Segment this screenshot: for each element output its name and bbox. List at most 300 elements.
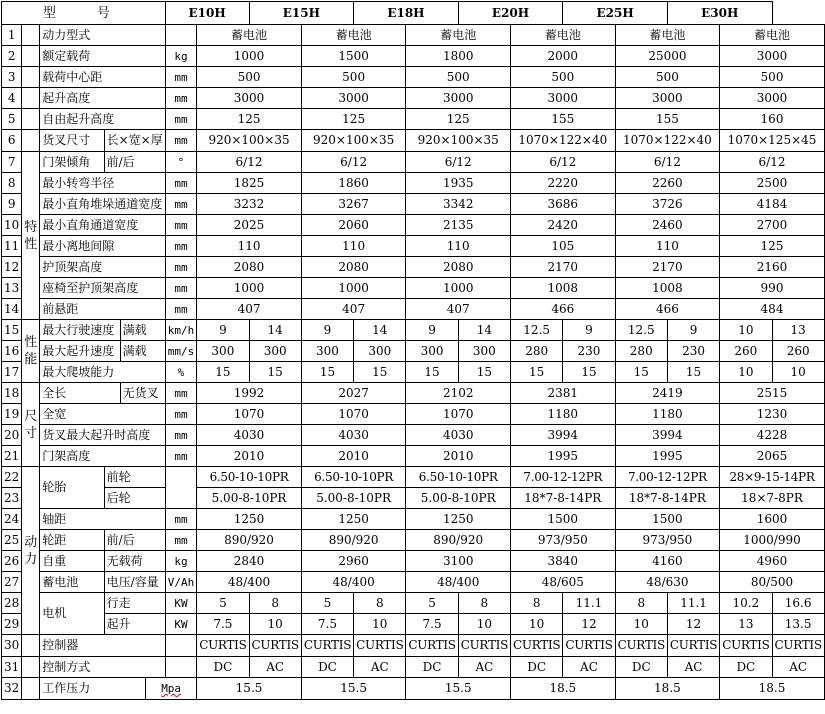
value-cell: 6.50-10-10PR [406,467,511,488]
value-cell: 2460 [615,215,720,236]
row-sublabel: 后轮 [104,488,165,509]
category-cell-power [22,467,40,635]
value-cell-a: 5 [301,593,353,614]
spec-row-17 [2,362,825,383]
value-cell-a: 15 [301,362,353,383]
value-cell: 990 [720,278,825,299]
value-cell: 2080 [406,257,511,278]
value-cell: 18*7-8-14PR [615,488,720,509]
value-cell-a: 8 [615,593,667,614]
value-cell-b: 10 [249,614,301,635]
row-sublabel: 满载 [120,320,165,341]
spec-row-1 [2,25,825,46]
value-cell: 110 [197,236,302,257]
value-cell: 125 [197,109,302,130]
value-cell-b: 8 [458,593,510,614]
value-cell: 5.00-8-10PR [301,488,406,509]
value-cell: 1995 [615,446,720,467]
unit-cell [165,657,197,678]
row-sublabel: 行走 [104,593,165,614]
unit-cell: mm [165,278,197,299]
unit-cell [146,678,197,700]
value-cell: 500 [197,67,302,88]
value-cell: 2160 [720,257,825,278]
row-number: 18 [2,383,22,404]
row-number: 32 [2,678,22,700]
value-cell: 1800 [406,46,511,67]
row-number: 27 [2,572,22,593]
value-cell: 920×100×35 [301,130,406,152]
value-cell-a: 5 [197,593,249,614]
row-sublabel: 无载荷 [104,551,165,572]
value-cell-b: 15 [563,362,615,383]
value-cell: 973/950 [615,530,720,551]
header-row [2,2,825,25]
category-char: 特 [24,219,38,235]
value-cell-b: AC [458,657,510,678]
value-cell-a: 280 [615,341,667,362]
value-cell: 105 [511,236,616,257]
category-empty [22,657,40,678]
value-cell: 3000 [615,88,720,109]
value-cell-b: AC [249,657,301,678]
value-cell-a: 15 [615,362,667,383]
row-label: 全宽 [40,404,165,425]
value-cell: 28×9-15-14PR [720,467,825,488]
category-empty [22,635,40,657]
spec-row-24 [2,509,825,530]
value-cell-a: 7.5 [301,614,353,635]
value-cell: 2515 [720,383,825,404]
value-cell-b: CURTIS [667,635,719,657]
value-cell: 500 [720,67,825,88]
row-number: 17 [2,362,22,383]
value-cell: 2170 [615,257,720,278]
value-cell-b: 11.1 [563,593,615,614]
value-cell: 18.5 [511,678,616,700]
value-cell-b: 15 [458,362,510,383]
value-cell: 6.50-10-10PR [197,467,302,488]
unit-cell: kg [165,46,197,67]
category-empty [22,130,40,152]
unit-cell: mm [165,109,197,130]
value-cell: 407 [197,299,302,320]
row-number: 4 [2,88,22,109]
value-cell: 500 [406,67,511,88]
value-cell-b: 11.1 [667,593,719,614]
value-cell: 2840 [197,551,302,572]
value-cell-b: 8 [354,593,406,614]
value-cell: 1860 [301,173,406,194]
spec-row-3 [2,67,825,88]
value-cell: 1500 [615,509,720,530]
value-cell: 6/12 [511,152,616,173]
value-cell-a: DC [406,657,458,678]
unit-cell: mm [165,446,197,467]
value-cell-a: 7.5 [197,614,249,635]
row-label: 最大行驶速度 [40,320,120,341]
spec-row-19 [2,404,825,425]
spec-row-6 [2,130,825,152]
row-number: 30 [2,635,22,657]
value-cell: 1250 [197,509,302,530]
row-number: 14 [2,299,22,320]
unit-cell [165,25,197,46]
row-number: 25 [2,530,22,551]
value-cell: 2010 [197,446,302,467]
spec-row-15 [2,320,825,341]
unit-cell: KW [165,593,197,614]
value-cell: 18.5 [720,678,825,700]
value-cell-b: 9 [667,320,719,341]
row-number: 26 [2,551,22,572]
value-cell: 蓄电池 [197,25,302,46]
value-cell-b: 8 [249,593,301,614]
category-char: 性 [24,335,38,350]
value-cell-b: 14 [354,320,406,341]
value-cell: 1250 [301,509,406,530]
table-body [2,2,825,700]
row-sublabel: 电压/容量 [104,572,165,593]
value-cell: 2060 [301,215,406,236]
value-cell-b: 9 [563,320,615,341]
value-cell: 890/920 [197,530,302,551]
unit-cell: mm [165,530,197,551]
value-cell: 5.00-8-10PR [197,488,302,509]
unit-cell: mm [165,236,197,257]
value-cell: 2010 [301,446,406,467]
value-cell: 1070×122×40 [615,130,720,152]
value-cell-b: AC [563,657,615,678]
row-number: 3 [2,67,22,88]
category-cell-dim [22,383,40,467]
value-cell: 2960 [301,551,406,572]
spec-row-32 [2,678,825,700]
value-cell-b: 12 [563,614,615,635]
value-cell: 3267 [301,194,406,215]
row-number: 21 [2,446,22,467]
category-char: 尺 [24,408,38,424]
value-cell: 2381 [511,383,616,404]
value-cell-b: 13 [772,320,824,341]
unit-cell: mm [165,215,197,236]
category-char: 寸 [24,425,38,441]
unit-cell: mm [165,130,197,152]
value-cell: 160 [720,109,825,130]
spec-row-26 [2,551,825,572]
row-label: 货叉最大起升时高度 [40,425,165,446]
row-label: 最小离地间隙 [40,236,165,257]
row-label: 控制方式 [40,657,165,678]
category-empty [22,88,40,109]
value-cell-a: 10 [511,614,563,635]
value-cell: 2220 [511,173,616,194]
row-label: 蓄电池 [40,572,104,593]
value-cell: 1000/990 [720,530,825,551]
value-cell: 3840 [511,551,616,572]
spec-row-20 [2,425,825,446]
row-label: 最小转弯半径 [40,173,165,194]
value-cell: 2700 [720,215,825,236]
value-cell: 1000 [197,278,302,299]
value-cell: 155 [511,109,616,130]
value-cell-a: DC [615,657,667,678]
value-cell: 920×100×35 [197,130,302,152]
row-number: 31 [2,657,22,678]
row-label-tires: 轮胎 [40,467,104,509]
value-cell: 15.5 [197,678,302,700]
value-cell: 1250 [406,509,511,530]
row-number: 13 [2,278,22,299]
value-cell-b: CURTIS [563,635,615,657]
value-cell: 蓄电池 [511,25,616,46]
value-cell: 蓄电池 [720,25,825,46]
row-sublabel: 起升 [104,614,165,635]
value-cell-b: CURTIS [458,635,510,657]
value-cell: 4030 [197,425,302,446]
value-cell-b: 260 [772,341,824,362]
value-cell: 18.5 [615,678,720,700]
value-cell: 2080 [197,257,302,278]
row-label: 最大起升速度 [40,341,120,362]
model-header-e10h: E10H [165,2,249,25]
spec-row-9 [2,194,825,215]
value-cell-b: CURTIS [772,635,824,657]
value-cell: 3000 [720,88,825,109]
unit-cell: mm [165,194,197,215]
row-label: 门架高度 [40,446,165,467]
value-cell-a: 13 [720,614,772,635]
row-sublabel: 前轮 [104,467,165,488]
value-cell: 1500 [511,509,616,530]
value-cell: 6/12 [615,152,720,173]
unit-cell: mm [165,257,197,278]
value-cell-a: 10.2 [720,593,772,614]
value-cell: 6/12 [197,152,302,173]
spec-row-10 [2,215,825,236]
value-cell: 2080 [301,257,406,278]
unit-cell: V/Ah [165,572,197,593]
forklift-spec-table [1,1,825,700]
row-number: 5 [2,109,22,130]
unit-cell: mm [165,383,197,404]
value-cell-a: CURTIS [720,635,772,657]
unit-cell [165,635,197,657]
value-cell-a: 300 [406,341,458,362]
value-cell-a: 300 [301,341,353,362]
value-cell: 407 [301,299,406,320]
row-sublabel: 满载 [120,341,165,362]
value-cell-b: 15 [249,362,301,383]
value-cell-a: 12.5 [615,320,667,341]
unit-cell: KW [165,614,197,635]
model-header-e30h: E30H [667,2,772,25]
value-cell-b: 300 [249,341,301,362]
value-cell: 2102 [406,383,511,404]
value-cell-a: 15 [197,362,249,383]
row-number: 19 [2,404,22,425]
value-cell-b: 13.5 [772,614,824,635]
value-cell-a: 10 [720,320,772,341]
row-number: 9 [2,194,22,215]
category-empty [22,109,40,130]
category-empty [22,46,40,67]
value-cell: 1000 [197,46,302,67]
row-label: 自重 [40,551,104,572]
value-cell: 1070×125×45 [720,130,825,152]
value-cell: 125 [720,236,825,257]
value-cell: 1995 [511,446,616,467]
value-cell: 1070 [301,404,406,425]
value-cell: 48/400 [406,572,511,593]
row-sublabel: 无货叉 [120,383,165,404]
value-cell: 18*7-8-14PR [511,488,616,509]
row-number: 10 [2,215,22,236]
value-cell: 1500 [301,46,406,67]
value-cell: 3232 [197,194,302,215]
row-label: 额定载荷 [40,46,165,67]
row-number: 15 [2,320,22,341]
value-cell: 110 [406,236,511,257]
value-cell: 3000 [720,46,825,67]
row-label: 自由起升高度 [40,109,165,130]
value-cell: 3000 [301,88,406,109]
row-sublabel: 前/后 [104,152,165,173]
value-cell: 3000 [511,88,616,109]
value-cell: 3994 [511,425,616,446]
category-cell-tech [22,152,40,320]
category-cell-perf [22,320,40,383]
value-cell-a: CURTIS [615,635,667,657]
row-number: 28 [2,593,22,614]
value-cell-a: CURTIS [511,635,563,657]
value-cell-b: CURTIS [249,635,301,657]
value-cell: 15.5 [301,678,406,700]
value-cell-b: 230 [667,341,719,362]
value-cell: 2027 [301,383,406,404]
value-cell-a: 9 [197,320,249,341]
row-number: 24 [2,509,22,530]
value-cell: 2065 [720,446,825,467]
model-header-e20h: E20H [458,2,563,25]
row-label: 最大爬坡能力 [40,362,165,383]
value-cell-b: 10 [354,614,406,635]
value-cell-a: 10 [615,614,667,635]
value-cell: 1935 [406,173,511,194]
row-number: 1 [2,25,22,46]
row-label: 控制器 [40,635,165,657]
value-cell-b: 300 [354,341,406,362]
row-number: 6 [2,130,22,152]
spec-row-4 [2,88,825,109]
value-cell-a: 260 [720,341,772,362]
unit-cell: % [165,362,197,383]
value-cell-a: DC [197,657,249,678]
row-label: 轮距 [40,530,104,551]
unit-cell: mm [165,509,197,530]
value-cell: 48/400 [197,572,302,593]
model-header-e18h: E18H [354,2,459,25]
spec-row-8 [2,173,825,194]
value-cell: 2025 [197,215,302,236]
unit-cell: mm/s [165,341,197,362]
row-number: 16 [2,341,22,362]
value-cell: 1000 [406,278,511,299]
row-label: 护顶架高度 [40,257,165,278]
spec-row-7 [2,152,825,173]
row-label: 载荷中心距 [40,67,165,88]
spec-row-22 [2,467,825,488]
spec-row-14 [2,299,825,320]
value-cell: 7.00-12-12PR [511,467,616,488]
unit-cell: mm [165,404,197,425]
value-cell: 2260 [615,173,720,194]
value-cell: 1008 [511,278,616,299]
value-cell: 25000 [615,46,720,67]
value-cell: 蓄电池 [406,25,511,46]
value-cell-b: AC [772,657,824,678]
category-char: 力 [24,551,38,567]
value-cell: 1825 [197,173,302,194]
row-number: 8 [2,173,22,194]
value-cell-b: AC [667,657,719,678]
value-cell-a: 15 [511,362,563,383]
value-cell-b: 15 [354,362,406,383]
value-cell: 1070×122×40 [511,130,616,152]
spec-row-18 [2,383,825,404]
value-cell: 4228 [720,425,825,446]
category-empty [22,67,40,88]
value-cell-a: 10 [720,362,772,383]
spec-row-13 [2,278,825,299]
value-cell: 蓄电池 [301,25,406,46]
value-cell-a: 12.5 [511,320,563,341]
value-cell: 125 [406,109,511,130]
value-cell: 2170 [511,257,616,278]
category-empty [22,25,40,46]
value-cell: 500 [511,67,616,88]
value-cell-a: CURTIS [301,635,353,657]
value-cell: 1070 [406,404,511,425]
value-cell: 3100 [406,551,511,572]
value-cell: 890/920 [301,530,406,551]
value-cell: 48/630 [615,572,720,593]
row-label-motor: 电机 [40,593,104,635]
unit-cell: km/h [165,320,197,341]
spec-row-27 [2,572,825,593]
spec-row-5 [2,109,825,130]
value-cell: 3994 [615,425,720,446]
row-label: 最小直角通道宽度 [40,215,165,236]
model-header-label: 型 号 [2,2,166,25]
value-cell: 6/12 [301,152,406,173]
spec-row-16 [2,341,825,362]
value-cell-a: 280 [511,341,563,362]
value-cell: 500 [615,67,720,88]
value-cell: 4160 [615,551,720,572]
value-cell-b: AC [354,657,406,678]
value-cell: 2000 [511,46,616,67]
value-cell: 蓄电池 [615,25,720,46]
value-cell: 48/400 [301,572,406,593]
value-cell: 7.00-12-12PR [615,467,720,488]
row-label: 座椅至护顶架高度 [40,278,165,299]
value-cell: 1180 [511,404,616,425]
value-cell: 3726 [615,194,720,215]
row-label: 动力型式 [40,25,165,46]
value-cell: 18×7-8PR [720,488,825,509]
value-cell-b: 300 [458,341,510,362]
